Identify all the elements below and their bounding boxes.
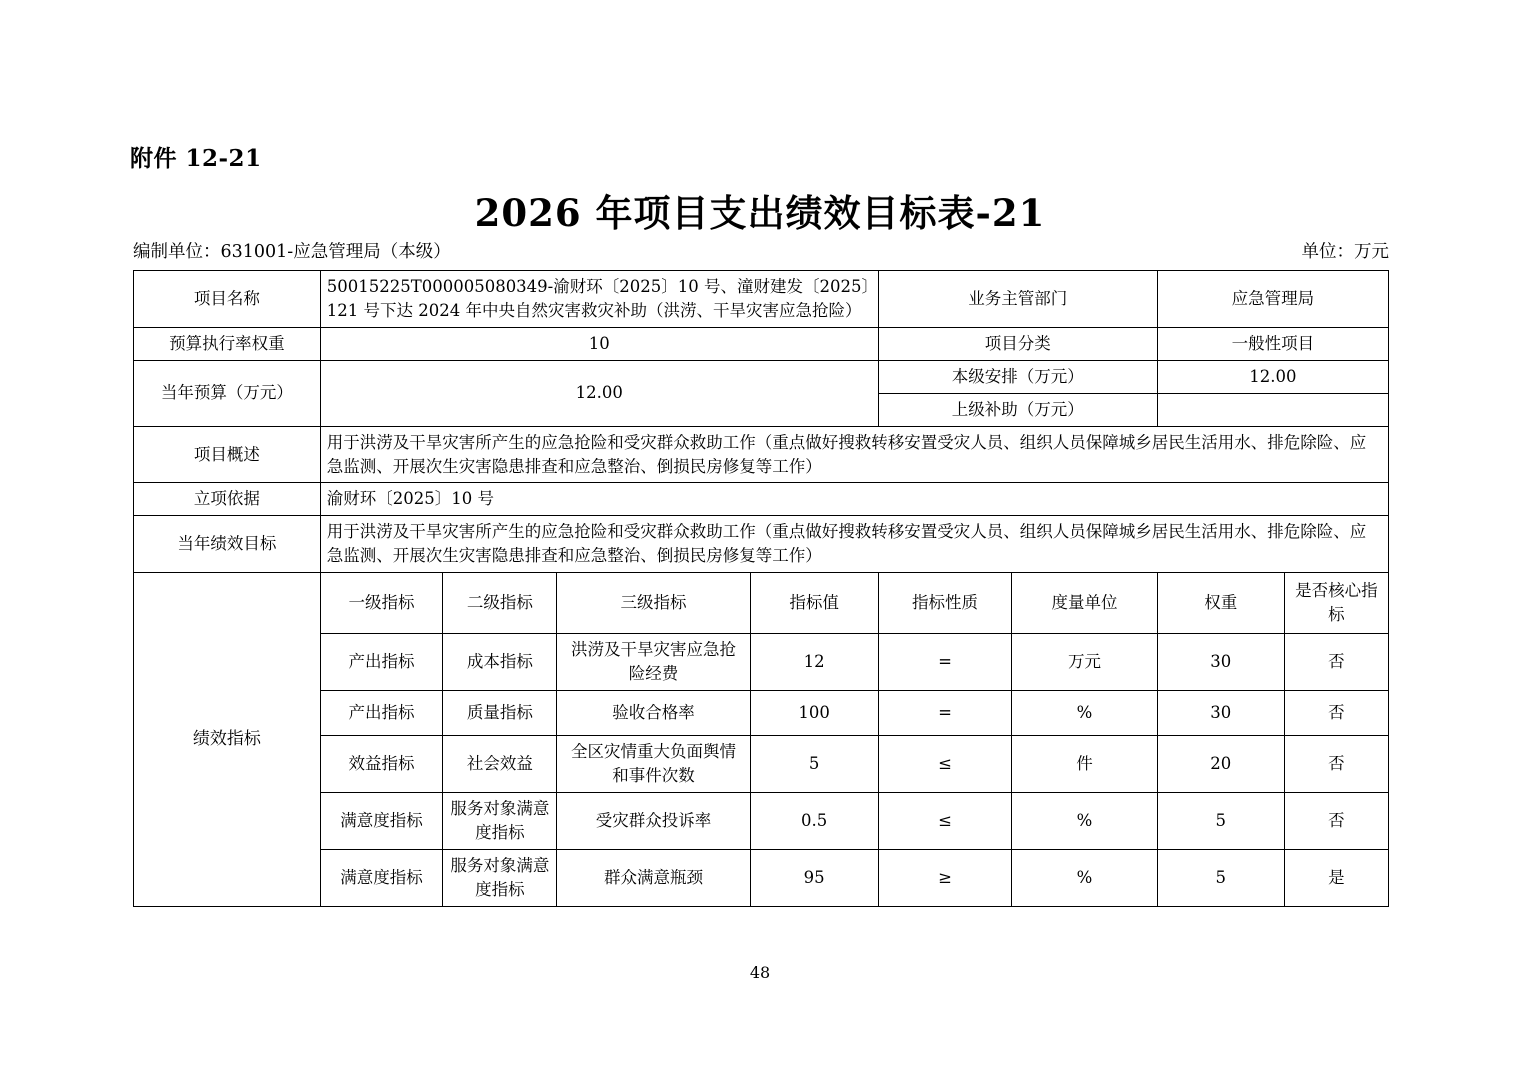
page-title: 2026 年项目支出绩效目标表-21 [474, 191, 1046, 235]
indicator-header-value: 指标值 [750, 573, 878, 634]
indicator-weight: 20 [1157, 736, 1284, 793]
indicator-weight: 5 [1157, 792, 1284, 849]
indicator-unit: 万元 [1012, 634, 1157, 691]
page-number: 48 [749, 963, 771, 982]
indicator-level1: 满意度指标 [320, 849, 443, 906]
indicator-value: 5 [750, 736, 878, 793]
indicator-nature: ≤ [878, 736, 1012, 793]
overview-label: 项目概述 [134, 426, 321, 483]
indicator-weight: 5 [1157, 849, 1284, 906]
indicator-level3: 全区灾情重大负面舆情和事件次数 [557, 736, 750, 793]
basis-value: 渝财环〔2025〕10 号 [320, 483, 1388, 516]
indicator-level2: 服务对象满意度指标 [443, 792, 557, 849]
indicator-header-row [134, 573, 1389, 634]
indicator-value: 0.5 [750, 792, 878, 849]
indicator-header-level3: 三级指标 [557, 573, 750, 634]
indicator-weight: 30 [1157, 691, 1284, 736]
dept-value: 应急管理局 [1157, 271, 1388, 328]
overview-value: 用于洪涝及干旱灾害所产生的应急抢险和受灾群众救助工作（重点做好搜救转移安置受灾人员、组织人员保障城乡居民生活用水、排危除险、应急监测、开展次生灾害隐患排查和应急整治、倒损民房修复等工作） [320, 426, 1388, 483]
basis-label: 立项依据 [134, 483, 321, 516]
unit-label: 单位：万元 [1301, 242, 1389, 262]
indicator-level3: 群众满意瓶颈 [557, 849, 750, 906]
indicator-level3: 验收合格率 [557, 691, 750, 736]
table-row [134, 426, 1389, 483]
indicator-level2: 服务对象满意度指标 [443, 849, 557, 906]
table-row [134, 271, 1389, 328]
indicator-unit: % [1012, 691, 1157, 736]
exec-rate-label: 预算执行率权重 [134, 327, 321, 360]
indicator-core: 否 [1284, 736, 1388, 793]
project-name-value: 50015225T000005080349-渝财环〔2025〕10 号、潼财建发〔2025〕121 号下达 2024 年中央自然灾害救灾补助（洪涝、干旱灾害应急抢险） [320, 271, 878, 328]
indicator-row [134, 849, 1389, 906]
local-arrange-value: 12.00 [1157, 360, 1388, 393]
indicator-level3: 受灾群众投诉率 [557, 792, 750, 849]
attachment-label: 附件 12-21 [130, 145, 262, 172]
indicator-core: 否 [1284, 634, 1388, 691]
goal-label: 当年绩效目标 [134, 516, 321, 573]
upper-subsidy-label: 上级补助（万元） [878, 393, 1157, 426]
indicator-value: 12 [750, 634, 878, 691]
indicator-unit: % [1012, 849, 1157, 906]
indicator-unit: 件 [1012, 736, 1157, 793]
indicator-core: 是 [1284, 849, 1388, 906]
indicator-header-level1: 一级指标 [320, 573, 443, 634]
indicator-row [134, 691, 1389, 736]
indicator-row [134, 634, 1389, 691]
indicator-level1: 效益指标 [320, 736, 443, 793]
indicator-header-nature: 指标性质 [878, 573, 1012, 634]
indicator-header-unit: 度量单位 [1012, 573, 1157, 634]
indicator-level2: 成本指标 [443, 634, 557, 691]
meta-row [133, 238, 1389, 263]
indicator-nature: ≤ [878, 792, 1012, 849]
indicator-nature: = [878, 691, 1012, 736]
indicator-level2: 社会效益 [443, 736, 557, 793]
indicator-level1: 满意度指标 [320, 792, 443, 849]
indicator-unit: % [1012, 792, 1157, 849]
budget-value: 12.00 [320, 360, 878, 426]
project-name-label: 项目名称 [134, 271, 321, 328]
indicator-nature: ≥ [878, 849, 1012, 906]
indicator-header-core: 是否核心指标 [1284, 573, 1388, 634]
budget-label: 当年预算（万元） [134, 360, 321, 426]
indicator-row [134, 736, 1389, 793]
exec-rate-value: 10 [320, 327, 878, 360]
indicator-core: 否 [1284, 792, 1388, 849]
indicator-header-level2: 二级指标 [443, 573, 557, 634]
table-row [134, 483, 1389, 516]
indicator-weight: 30 [1157, 634, 1284, 691]
table-row [134, 516, 1389, 573]
indicator-row [134, 792, 1389, 849]
table-row [134, 360, 1389, 393]
local-arrange-label: 本级安排（万元） [878, 360, 1157, 393]
indicator-level1: 产出指标 [320, 691, 443, 736]
indicator-header-weight: 权重 [1157, 573, 1284, 634]
indicator-nature: = [878, 634, 1012, 691]
indicator-level3: 洪涝及干旱灾害应急抢险经费 [557, 634, 750, 691]
upper-subsidy-value [1157, 393, 1388, 426]
indicator-core: 否 [1284, 691, 1388, 736]
indicator-level1: 产出指标 [320, 634, 443, 691]
indicator-level2: 质量指标 [443, 691, 557, 736]
indicator-value: 100 [750, 691, 878, 736]
dept-label: 业务主管部门 [878, 271, 1157, 328]
category-label: 项目分类 [878, 327, 1157, 360]
category-value: 一般性项目 [1157, 327, 1388, 360]
indicators-label: 绩效指标 [134, 573, 321, 906]
prepared-by-label: 编制单位：631001-应急管理局（本级） [133, 242, 451, 262]
performance-target-table [133, 270, 1389, 907]
indicator-value: 95 [750, 849, 878, 906]
goal-value: 用于洪涝及干旱灾害所产生的应急抢险和受灾群众救助工作（重点做好搜救转移安置受灾人员、组织人员保障城乡居民生活用水、排危除险、应急监测、开展次生灾害隐患排查和应急整治、倒损民房修复等工作） [320, 516, 1388, 573]
table-row [134, 327, 1389, 360]
